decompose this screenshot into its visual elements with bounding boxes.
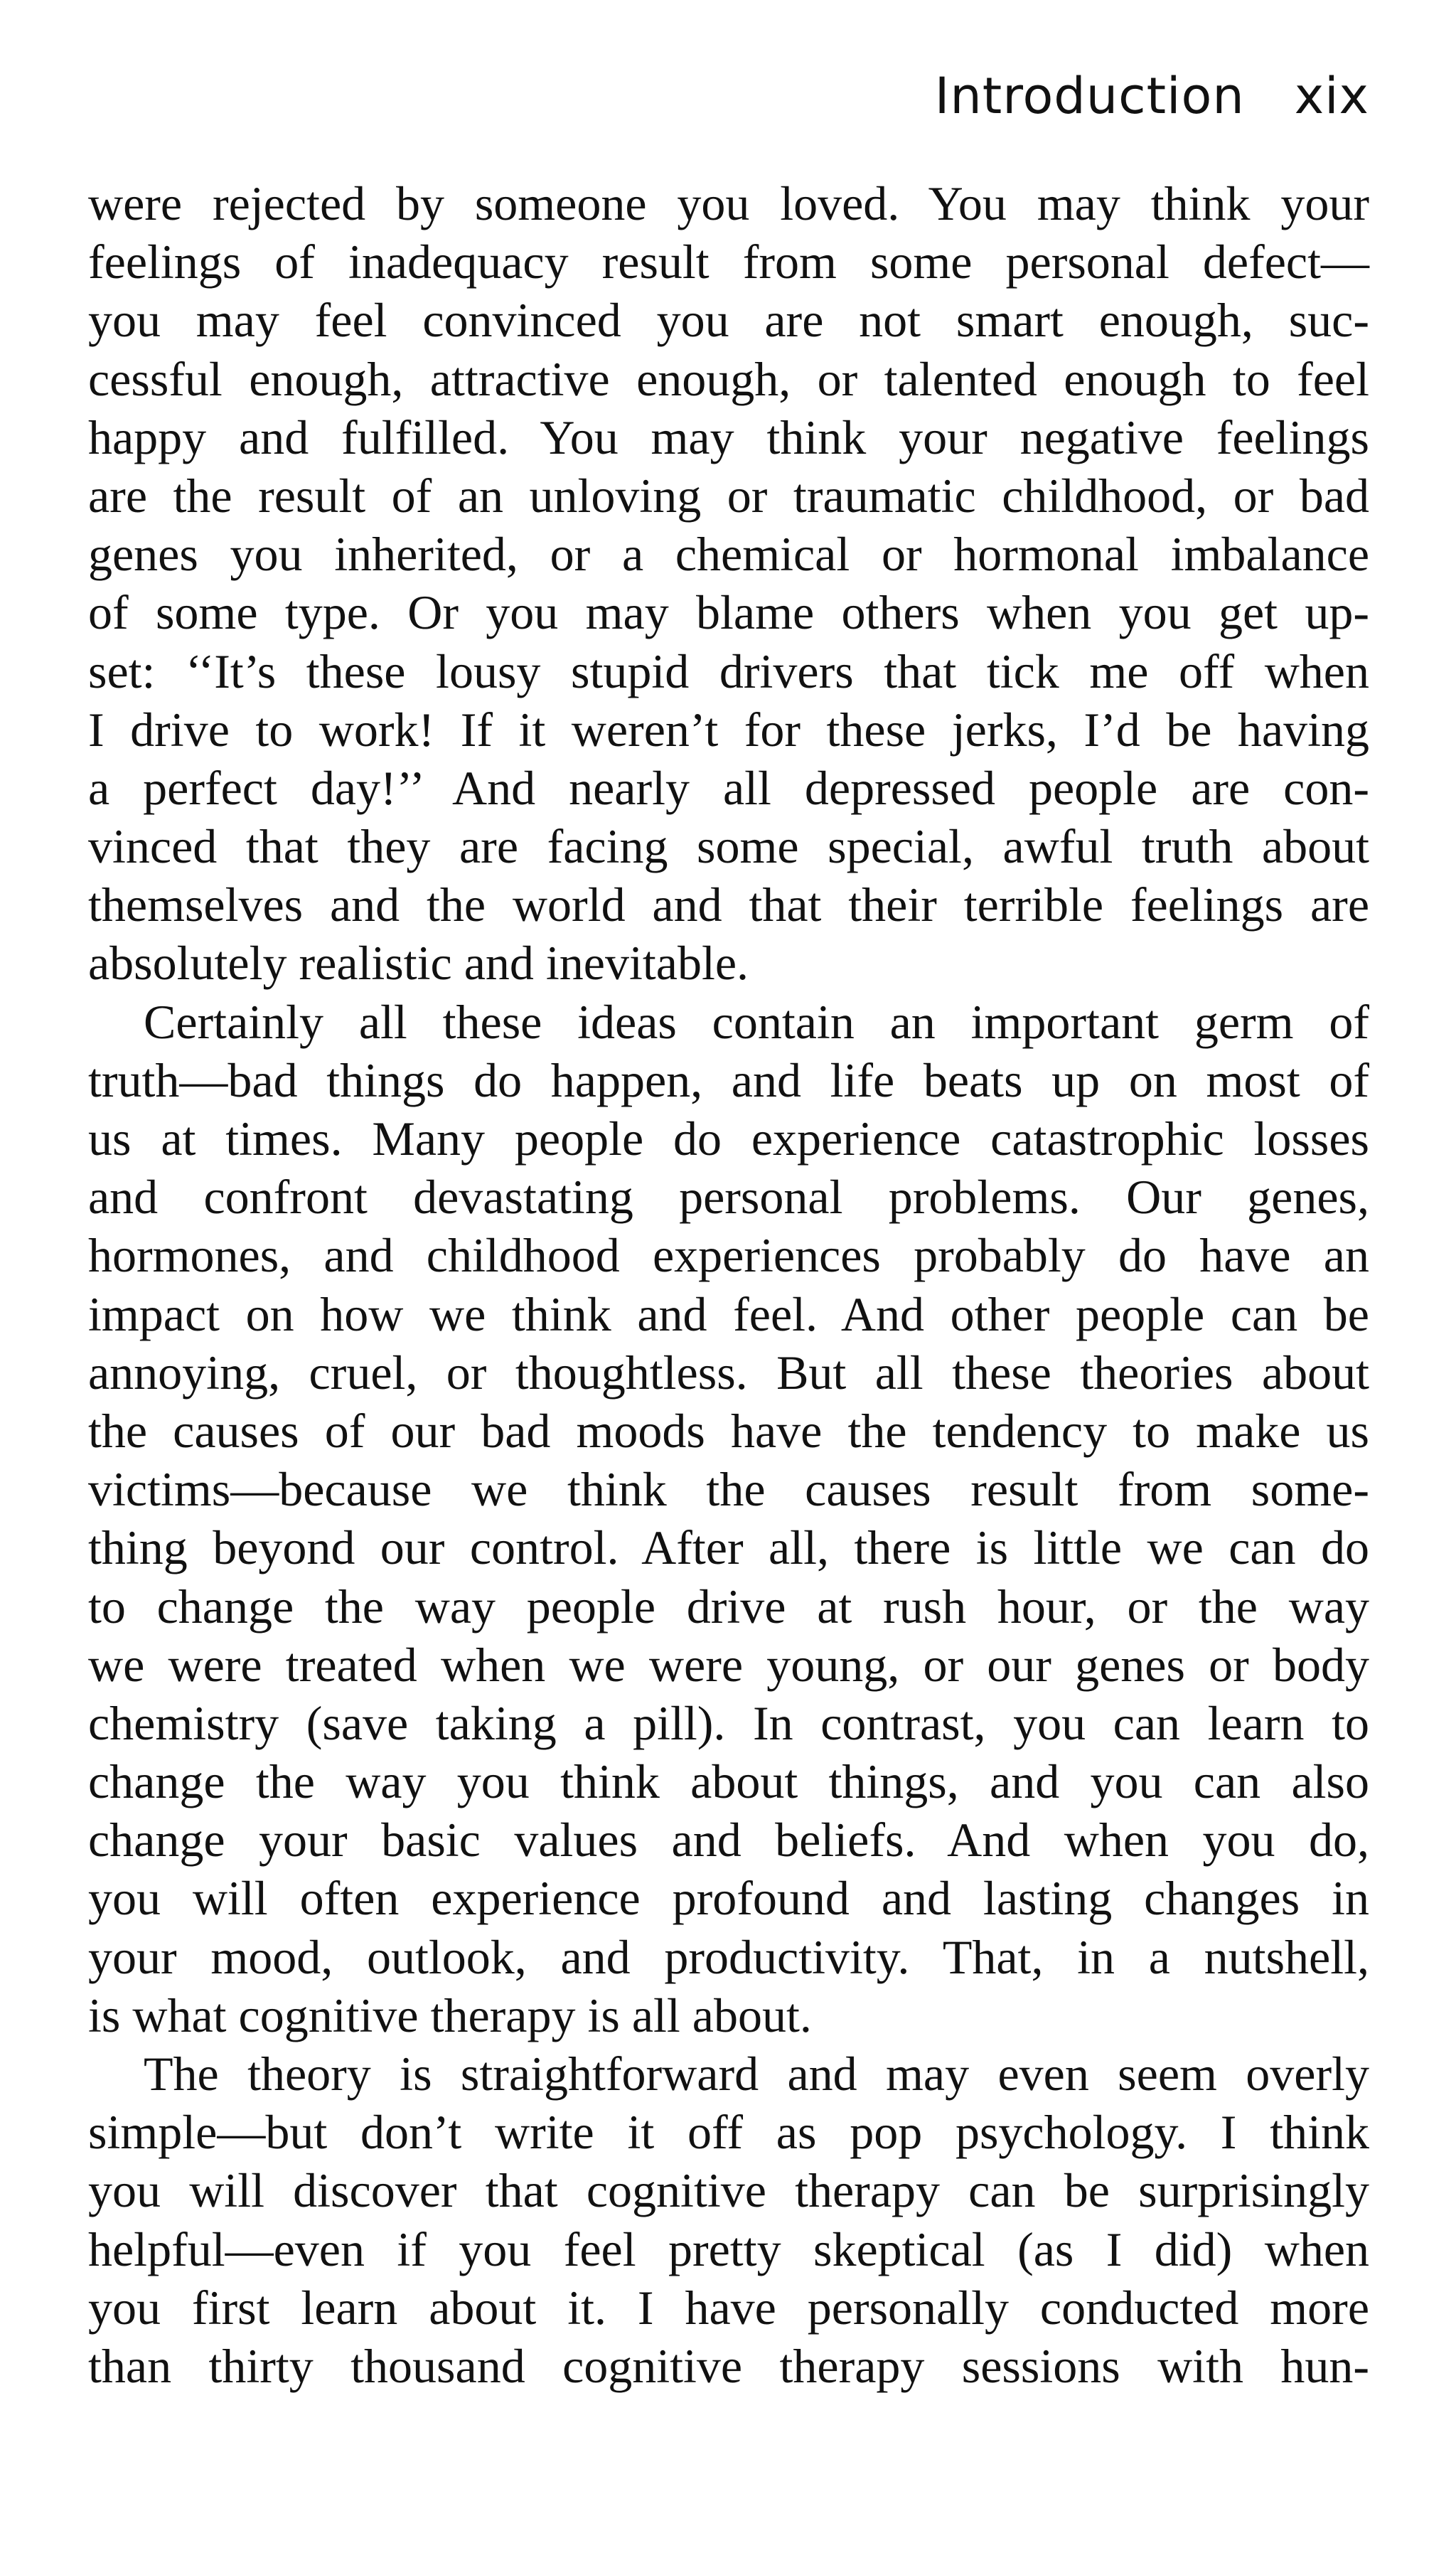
text-line: cessful enough, attractive enough, or talented enough to feel — [88, 351, 1369, 406]
page-number: xix — [1294, 67, 1369, 125]
running-head — [934, 67, 1369, 125]
paragraph — [88, 993, 1369, 2045]
text-line: annoying, cruel, or thoughtless. But all these theories about — [88, 1345, 1369, 1400]
text-line: a perfect day!’’ And nearly all depressed people are con- — [88, 760, 1369, 815]
text-line: is what cognitive therapy is all about. — [88, 1988, 812, 2042]
text-line: chemistry (save taking a pill). In contrast, you can learn to — [88, 1695, 1369, 1750]
text-line: you first learn about it. I have personally conducted more — [88, 2280, 1369, 2335]
text-line: we were treated when we were young, or our genes or body — [88, 1637, 1369, 1692]
text-line: helpful—even if you feel pretty skeptical (as I did) when — [88, 2222, 1369, 2276]
text-line: the causes of our bad moods have the tendency to make us — [88, 1403, 1369, 1458]
text-line: than thirty thousand cognitive therapy sessions with hun- — [88, 2338, 1369, 2393]
text-line: you will discover that cognitive therapy can be surprisingly — [88, 2163, 1369, 2218]
paragraph — [88, 2045, 1369, 2395]
text-line: and confront devastating personal problems. Our genes, — [88, 1170, 1369, 1225]
text-line: change your basic values and beliefs. And when you do, — [88, 1813, 1369, 1867]
text-line: happy and fulfilled. You may think your negative feelings — [88, 410, 1369, 464]
section-title: Introduction — [934, 67, 1245, 125]
paragraph — [88, 174, 1369, 993]
text-line: you will often experience profound and lasting changes in — [88, 1871, 1369, 1926]
text-line: victims—because we think the causes result from some- — [88, 1462, 1369, 1517]
text-line: simple—but don’t write it off as pop psychology. I think — [88, 2105, 1369, 2160]
text-line: truth—bad things do happen, and life beats up on most of — [88, 1052, 1369, 1107]
text-line: your mood, outlook, and productivity. That, in a nutshell, — [88, 1929, 1369, 1984]
text-line: impact on how we think and feel. And other people can be — [88, 1286, 1369, 1341]
text-line: were rejected by someone you loved. You may think your — [88, 176, 1369, 230]
text-line: hormones, and childhood experiences probably do have an — [88, 1228, 1369, 1283]
text-line: themselves and the world and that their terrible feelings are — [88, 878, 1369, 932]
text-line: genes you inherited, or a chemical or hormonal imbalance — [88, 527, 1369, 582]
text-line: to change the way people drive at rush hour, or the way — [88, 1579, 1369, 1633]
text-line: of some type. Or you may blame others when you get up- — [88, 585, 1369, 640]
text-line: I drive to work! If it weren’t for these jerks, I’d be having — [88, 702, 1369, 757]
text-line: feelings of inadequacy result from some personal defect— — [88, 235, 1369, 289]
text-line: set: ‘‘It’s these lousy stupid drivers that tick me off when — [88, 644, 1369, 698]
body-text — [88, 174, 1369, 2395]
text-line: change the way you think about things, and you can also — [88, 1754, 1369, 1809]
text-line: you may feel convinced you are not smart enough, suc- — [88, 293, 1369, 348]
text-line: absolutely realistic and inevitable. — [88, 936, 749, 991]
text-line: us at times. Many people do experience catastrophic losses — [88, 1112, 1369, 1166]
text-line: The theory is straightforward and may even seem overly — [144, 2047, 1369, 2101]
text-line: thing beyond our control. After all, there is little we can do — [88, 1520, 1369, 1575]
text-line: are the result of an unloving or traumatic childhood, or bad — [88, 468, 1369, 523]
text-line: vinced that they are facing some special, awful truth about — [88, 819, 1369, 874]
text-line: Certainly all these ideas contain an important germ of — [144, 994, 1369, 1049]
